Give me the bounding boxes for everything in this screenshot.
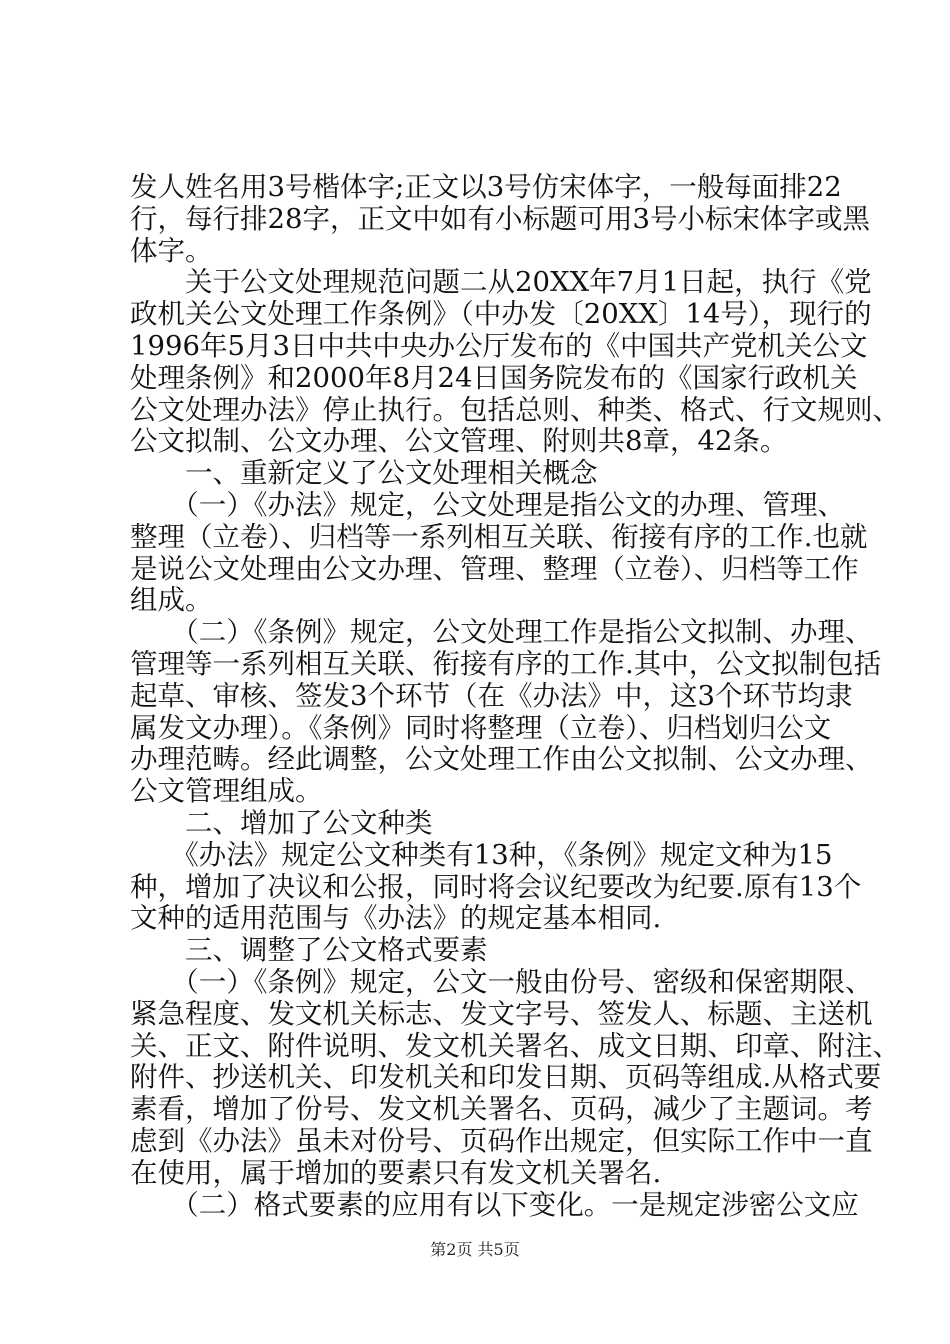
- text-line: 在使用，属于增加的要素只有发文机关署名.: [130, 1156, 662, 1189]
- text-line: 虑到《办法》虽未对份号、页码作出规定，但实际工作中一直: [130, 1124, 873, 1157]
- text-line: 发人姓名用3号楷体字;正文以3号仿宋体字，一般每面排22: [130, 171, 842, 203]
- text-line: 关、正文、附件说明、发文机关署名、成文日期、印章、附注、: [130, 1029, 900, 1062]
- text-line: 管理等一系列相互关联、衔接有序的工作.其中，公文拟制包括: [130, 647, 882, 680]
- text-line: 三、调整了公文格式要素: [130, 934, 488, 967]
- text-line: 办理范畴。经此调整，公文处理工作由公文拟制、公文办理、: [130, 743, 873, 776]
- text-line: （一）《办法》规定，公文处理是指公文的办理、管理、: [130, 488, 845, 521]
- text-line: 属发文办理）。《条例》同时将整理（立卷）、归档划归公文: [130, 711, 832, 744]
- text-line: 文种的适用范围与《办法》的规定基本相同.: [130, 902, 662, 935]
- page-footer: 第2页 共5页: [430, 1240, 520, 1259]
- text-line: 组成。: [130, 584, 213, 617]
- text-line: 体字。: [130, 234, 213, 267]
- text-line: （二）《条例》规定，公文处理工作是指公文拟制、办理、: [130, 616, 873, 649]
- text-line: （一）《条例》规定，公文一般由份号、密级和保密期限、: [130, 965, 873, 998]
- text-line: 1996年5月3日中共中央办公厅发布的《中国共产党机关公文: [130, 329, 868, 362]
- text-line: 是说公文处理由公文办理、管理、整理（立卷）、归档等工作: [130, 552, 859, 585]
- text-line: 整理（立卷）、归档等一系列相互关联、衔接有序的工作.也就: [130, 520, 868, 553]
- text-line: 二、增加了公文种类: [130, 806, 433, 839]
- text-line: 紧急程度、发文机关标志、发文字号、签发人、标题、主送机: [130, 997, 873, 1030]
- text-line: 行，每行排28字，正文中如有小标题可用3号小标宋体字或黑: [130, 202, 870, 235]
- text-line: 处理条例》和2000年8月24日国务院发布的《国家行政机关: [130, 361, 858, 394]
- text-line: （二）格式要素的应用有以下变化。一是规定涉密公文应: [130, 1188, 859, 1221]
- text-line: 公文管理组成。: [130, 775, 323, 808]
- text-line: 附件、抄送机关、印发机关和印发日期、页码等组成.从格式要: [130, 1061, 882, 1094]
- text-line: 政机关公文处理工作条例》（中办发〔20XX〕14号），现行的: [130, 298, 872, 331]
- text-line: 公文拟制、公文办理、公文管理、附则共8章，42条。: [130, 425, 788, 458]
- text-line: 一、重新定义了公文处理相关概念: [130, 457, 598, 490]
- text-line: 起草、审核、签发3个环节（在《办法》中，这3个环节均隶: [130, 679, 853, 712]
- text-line: 公文处理办法》停止执行。包括总则、种类、格式、行文规则、: [130, 393, 900, 426]
- text-line: 关于公文处理规范问题二从20XX年7月1日起，执行《党: [130, 266, 872, 299]
- text-line: 《办法》规定公文种类有13种，《条例》规定文种为15: [130, 838, 833, 871]
- text-line: 素看，增加了份号、发文机关署名、页码，减少了主题词。考: [130, 1093, 873, 1126]
- text-line: 种，增加了决议和公报，同时将会议纪要改为纪要.原有13个: [130, 870, 862, 903]
- document-body: [130, 171, 900, 1221]
